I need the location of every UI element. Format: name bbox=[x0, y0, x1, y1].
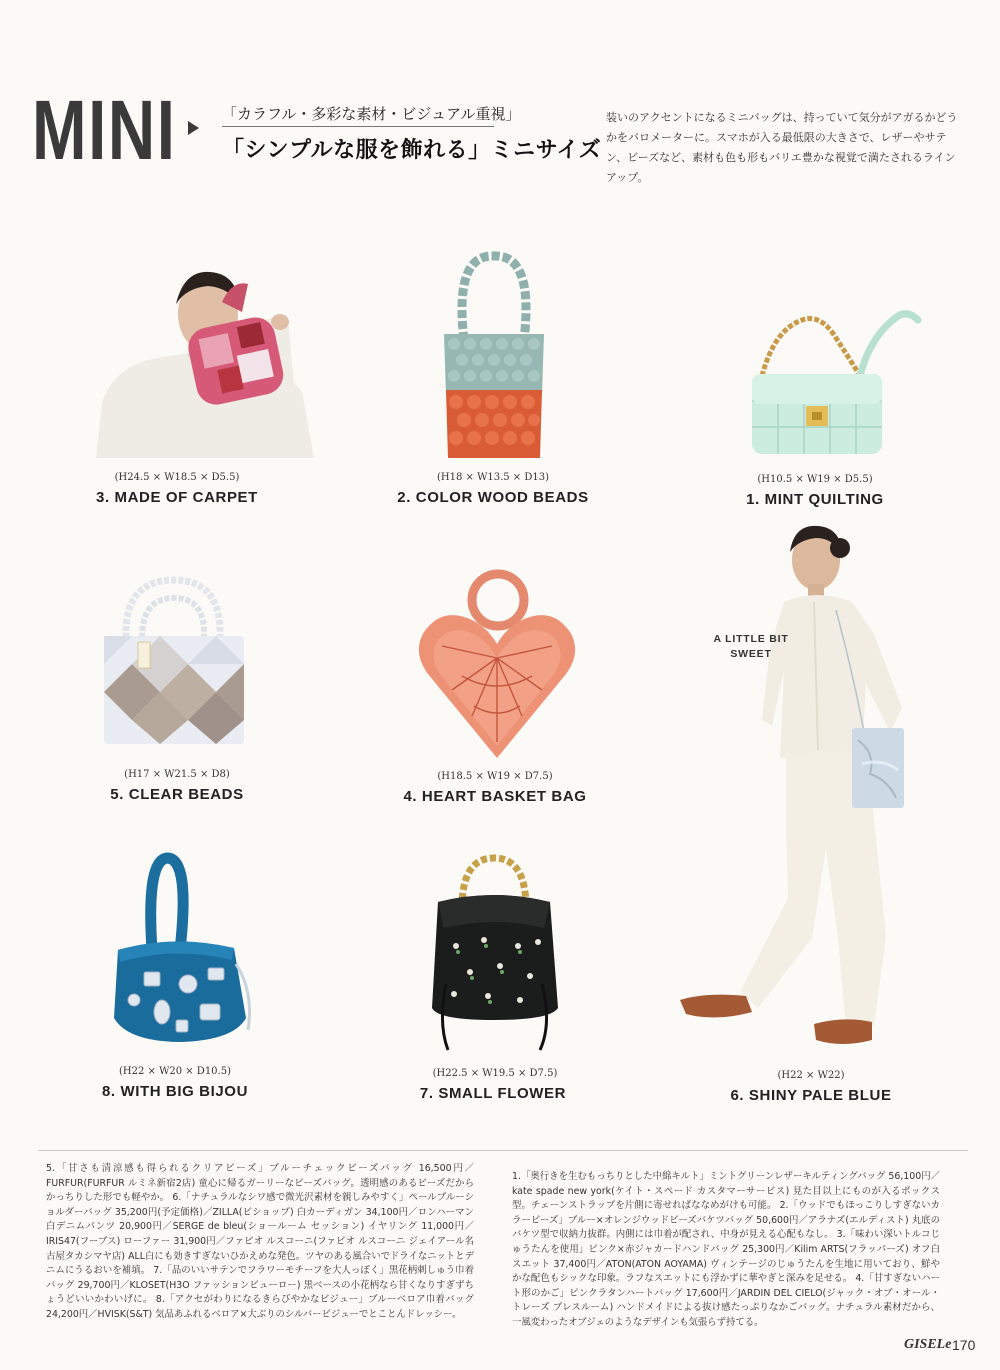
subtitle-divider bbox=[222, 126, 494, 127]
small-flower-bag-image bbox=[426, 854, 562, 1056]
item-label: 7. SMALL FLOWER bbox=[419, 1085, 567, 1102]
arrow-right-icon bbox=[188, 121, 199, 135]
item-size: (H18 × W13.5 × D13) bbox=[436, 472, 549, 483]
item-label: 8. WITH BIG BIJOU bbox=[101, 1083, 249, 1100]
wood-beads-bag-image bbox=[436, 250, 552, 462]
subtitle-top: 「カラフル・多彩な素材・ビジュアル重視」 bbox=[222, 105, 521, 123]
clear-beads-bag-image bbox=[102, 572, 246, 748]
item-size: (H22 × W20 × D10.5) bbox=[118, 1066, 231, 1077]
item-label: 6. SHINY PALE BLUE bbox=[730, 1087, 892, 1104]
item-size: (H22.5 × W19.5 × D7.5) bbox=[432, 1068, 558, 1079]
model-carpet-bag-image bbox=[96, 262, 322, 458]
item-label: 4. HEART BASKET BAG bbox=[403, 788, 587, 805]
item-size: (H10.5 × W19 × D5.5) bbox=[757, 474, 873, 485]
mint-quilting-bag-image bbox=[748, 306, 928, 458]
velvet-bijou-bag-image bbox=[104, 854, 260, 1044]
sweet-caption bbox=[706, 632, 796, 662]
credits-left: 5.「甘さも清涼感も得られるクリアビーズ」ブルーチェックビーズバッグ 16,500円／FURFUR(FURFUR ルミネ新宿2店) 童心に帰るガーリーなビーズバッグ。透明感のあるビーズだからかっちりした形でも軽やか。 6.「ナチュラルなシワ感で微光沢素材を親しみやすく」ペールブルーショルダーバッグ 35,200円(予定価格)／ZILLA(ビショップ) 白カーディガン 34,100円／ロンハーマン 白デニムパンツ 20,900円／SERGE de bleu(ショールーム セッション) イヤリング 11,000円／IRIS47(フーブス) ローファー 31,900円／ファビオ ルスコーニ(ファビオ ルスコーニ ジェイアール名古屋タカシマヤ店) ALL白にも効きすぎないひかえめな発色。ツヤのある風合いでドライなニットとデニムにうるおいを補填。 7.「品のいいサテンでフラワーモチーフを大人っぽく」黒花柄刺しゅう巾着バッグ 29,700円／KLOSET(H3O ファッションビューロー) 黒ベースの小花柄なら甘くなりすぎずちょうどいいかわいげに。 8.「アクセがわりになるきらびやかなビジュー」ブルーベロア巾着バッグ 24,200円／HVISK(S&T) 気品あふれるベロア×大ぶりのシルバービジューでとことんドレッシー。 bbox=[46, 1163, 474, 1320]
item-size: (H22 × W22) bbox=[777, 1070, 845, 1081]
page-number: 170 bbox=[952, 1337, 976, 1353]
heart-basket-bag-image bbox=[412, 566, 582, 760]
sweet-line-1: A LITTLE BIT bbox=[713, 633, 789, 645]
subtitle-main: 「シンプルな服を飾れる」ミニサイズ bbox=[222, 138, 602, 163]
item-size: (H18.5 × W19 × D7.5) bbox=[437, 771, 553, 782]
credits-right: 1.「奥行きを生むもっちりとした中綿キルト」ミントグリーンレザーキルティングバッグ 56,100円／kate spade new york(ケイト・スペード カスタマーサービス) 見た目以上にものが入るボックス型。チェーンストラップを片側に寄せればななめがけも可能。 2.「ウッドでもほっこりしすぎないカラービーズ」ブルー×オレンジウッドビーズバケツバッグ 50,600円／アラナズ(エルディスト) 丸底のバケツ型で収納力抜群。内側には巾着が配され、中身が見える心配もなし。 3.「味わい深いトルコじゅうたんを使用」ピンク×赤ジャカードハンドバッグ 25,300円／Kilim ARTS(フラッパーズ) オフ白スエット 37,400円／ATON(ATON AOYAMA) ヴィンテージのじゅうたんを生地に用いており、鮮やかな配色もシックな印象。ラフなスエットにも浮かずに華やぎと深みを足せる。 4.「甘すぎないハート形のかご」ピンクラタンハートバッグ 17,600円／JARDIN DEL CIELO(ジャック・オブ・オール・トレーズ プレスルーム) ハンドメイドによる抜け感たっぷりなかごバッグ。ナチュラル素材だから、一風変わったオブジェのようなデザインも気張らず持てる。 bbox=[512, 1171, 940, 1328]
credits-divider bbox=[38, 1150, 968, 1151]
intro-text: 装いのアクセントになるミニバッグは、持っていて気分がアガるかどうかをバロメーターに。スマホが入る最低限の大きさで、レザーやサテン、ビーズなど、素材も色も形もバリエ豊かな視覚で満たされるラインアップ。 bbox=[606, 111, 958, 184]
magazine-brand: GISELe bbox=[904, 1337, 952, 1352]
sweet-line-2: SWEET bbox=[730, 648, 772, 660]
item-label: 1. MINT QUILTING bbox=[746, 491, 884, 508]
item-label: 5. CLEAR BEADS bbox=[110, 786, 244, 803]
item-label: 2. COLOR WOOD BEADS bbox=[397, 489, 589, 506]
item-size: (H17 × W21.5 × D8) bbox=[124, 769, 230, 780]
model-pale-blue-bag-image bbox=[676, 518, 922, 1062]
item-label: 3. MADE OF CARPET bbox=[96, 489, 258, 506]
item-size: (H24.5 × W18.5 × D5.5) bbox=[114, 472, 240, 483]
page-title: MINI bbox=[32, 83, 177, 177]
